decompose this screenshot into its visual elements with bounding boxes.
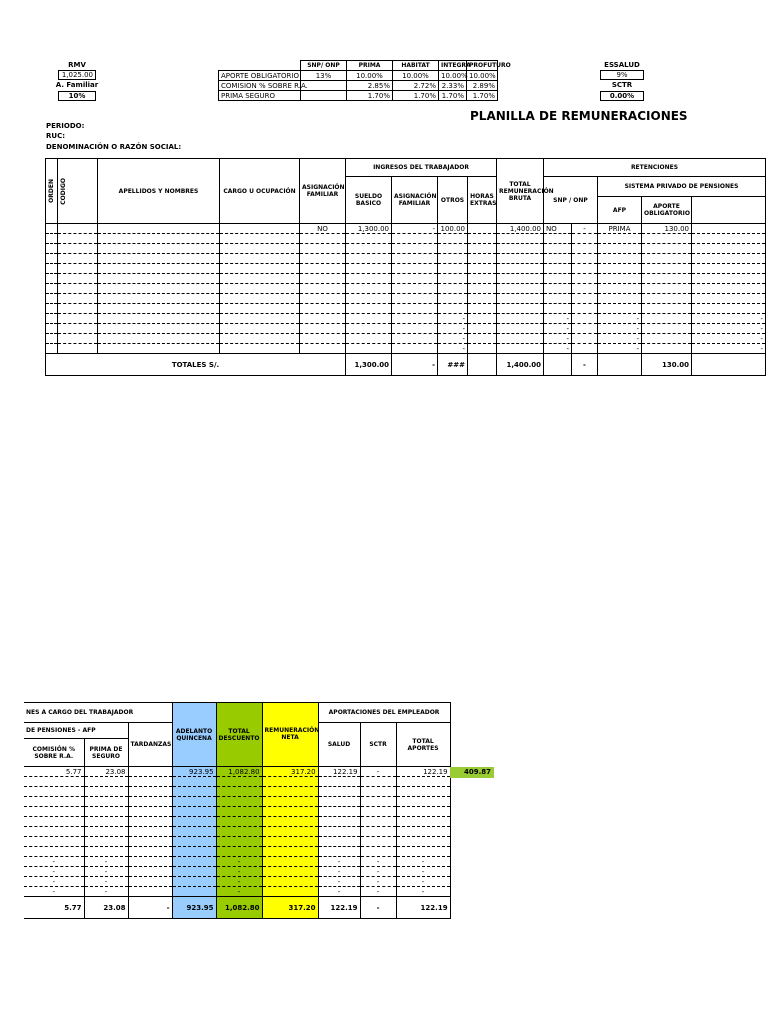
table-row <box>46 254 766 264</box>
cell-remuneracion-neta: 317.20 <box>262 767 318 777</box>
total-snp: - <box>572 354 598 376</box>
header-cargo: CARGO U OCUPACIÓN <box>220 159 300 224</box>
dash-cell: - <box>318 857 360 867</box>
rate-header-habitat: HABITAT <box>393 61 439 71</box>
header-retenciones: RETENCIONES <box>544 159 766 177</box>
rate-cell: 2.33% <box>439 81 467 91</box>
header-tardanzas: TARDANZAS <box>128 723 172 767</box>
dash-cell: - <box>544 324 572 334</box>
header-codigo: CÓDIGO <box>58 159 98 224</box>
dash-cell: - <box>692 314 766 324</box>
header-comision: COMISIÓN % SOBRE R.A. <box>24 739 84 767</box>
rate-cell: 10.00% <box>467 71 498 81</box>
dash-cell: - <box>24 877 84 887</box>
extra-total-cell: 409.87 <box>450 767 494 778</box>
table-row <box>46 244 766 254</box>
dash-cell: - <box>544 314 572 324</box>
table-row <box>24 887 450 897</box>
header-total-descuento: TOTAL DESCUENTO <box>216 703 262 767</box>
table-row <box>24 797 450 807</box>
header-aporte: APORTE OBLIGATORIO <box>642 197 692 224</box>
rate-cell: 1.70% <box>347 91 393 101</box>
rate-cell: 2.89% <box>467 81 498 91</box>
dash-cell: - <box>84 887 128 897</box>
cell-snp: NO <box>544 224 572 234</box>
table-row <box>24 767 450 777</box>
table-row <box>24 847 450 857</box>
rate-header-integra: INTEGRA <box>439 61 467 71</box>
dash-cell: - <box>692 324 766 334</box>
rmv-value: 1,025.00 <box>58 70 96 80</box>
dash-cell: - <box>396 887 450 897</box>
table-row <box>24 857 450 867</box>
table-row <box>46 264 766 274</box>
table-row <box>46 314 766 324</box>
dash-cell: - <box>692 344 766 354</box>
table-row <box>46 304 766 314</box>
rmv-label: RMV <box>68 61 86 69</box>
payroll-table-viewport <box>45 158 763 376</box>
dash-cell: - <box>598 334 642 344</box>
header-sctr: SCTR <box>360 723 396 767</box>
rate-cell: 1.70% <box>439 91 467 101</box>
total-sctr: - <box>360 897 396 919</box>
payroll-table <box>45 158 766 376</box>
cell-asignacion: NO <box>300 224 346 234</box>
table-row <box>24 807 450 817</box>
table-row <box>46 224 766 234</box>
cell-otros: 100.00 <box>438 224 468 234</box>
table-row <box>24 877 450 887</box>
table-row <box>24 867 450 877</box>
rate-cell: 10.00% <box>347 71 393 81</box>
dash-cell: - <box>438 324 468 334</box>
rate-cell: 2.72% <box>393 81 439 91</box>
dash-cell: - <box>318 887 360 897</box>
total-descuento: 1,082.80 <box>216 897 262 919</box>
cell-sctr: - <box>360 767 396 777</box>
header-sueldo: SUELDO BASICO <box>346 177 392 224</box>
total-aporte: 130.00 <box>642 354 692 376</box>
cell-adelanto: 923.95 <box>172 767 216 777</box>
total-asignacion: - <box>392 354 438 376</box>
dash-cell: - <box>598 324 642 334</box>
total-otros: ### <box>438 354 468 376</box>
total-sueldo: 1,300.00 <box>346 354 392 376</box>
rate-cell: 13% <box>301 71 347 81</box>
dash-cell: - <box>84 857 128 867</box>
header-total-bruta: TOTAL REMUNERACIÓN BRUTA <box>497 159 544 224</box>
rate-cell: 1.70% <box>393 91 439 101</box>
rates-table <box>218 60 511 101</box>
total-aportes: 122.19 <box>396 897 450 919</box>
header-remuneracion-neta: REMUNERACIÓN NETA <box>262 703 318 767</box>
total-prima: 23.08 <box>84 897 128 919</box>
table-row <box>24 777 450 787</box>
essalud-label: ESSALUD <box>604 61 640 69</box>
dash-cell: - <box>216 857 262 867</box>
table-row <box>46 284 766 294</box>
dash-cell: - <box>216 877 262 887</box>
rate-header-prima: PRIMA <box>347 61 393 71</box>
familiar-value: 10% <box>58 91 96 101</box>
dash-cell: - <box>396 877 450 887</box>
table-row <box>46 344 766 354</box>
essalud-value: 9% <box>600 70 644 80</box>
dash-cell: - <box>216 867 262 877</box>
dash-cell: - <box>360 877 396 887</box>
dash-cell: - <box>396 857 450 867</box>
table-row <box>24 837 450 847</box>
dash-cell: - <box>24 887 84 897</box>
cell-snp-value: - <box>572 224 598 234</box>
header-aportaciones: APORTACIONES DEL EMPLEADOR <box>318 703 450 723</box>
table-row <box>24 817 450 827</box>
header-retenciones-trabajador: NES A CARGO DEL TRABAJADOR <box>24 703 172 723</box>
cell-afp: PRIMA <box>598 224 642 234</box>
totals-row <box>46 354 766 376</box>
cell-prima: 23.08 <box>84 767 128 777</box>
cell-sueldo: 1,300.00 <box>346 224 392 234</box>
totals-row <box>24 897 450 919</box>
dash-cell: - <box>544 334 572 344</box>
page-title: PLANILLA DE REMUNERACIONES <box>470 109 688 123</box>
table-row <box>46 294 766 304</box>
cell-total-aportes: 122.19 <box>396 767 450 777</box>
header-total-aportes: TOTAL APORTES <box>396 723 450 767</box>
cell-total-bruta: 1,400.00 <box>497 224 544 234</box>
rate-header-profuturo: PROFUTURO <box>467 61 498 71</box>
rate-header-snp: SNP/ ONP <box>301 61 347 71</box>
header-afp: AFP <box>598 197 642 224</box>
dash-cell: - <box>24 867 84 877</box>
table-row <box>24 787 450 797</box>
header-apellidos: APELLIDOS Y NOMBRES <box>98 159 220 224</box>
razon-social-label: DENOMINACIÓN O RAZÓN SOCIAL: <box>46 143 182 151</box>
header-orden: ORDEN <box>46 159 58 224</box>
total-tardanzas: - <box>128 897 172 919</box>
dash-cell: - <box>692 334 766 344</box>
rate-cell: 1.70% <box>467 91 498 101</box>
rate-label: COMISION % SOBRE R.A. <box>219 81 301 91</box>
dash-cell: - <box>318 867 360 877</box>
dash-cell: - <box>438 344 468 354</box>
dash-cell: - <box>438 314 468 324</box>
cell-aporte: 130.00 <box>642 224 692 234</box>
table-row <box>24 827 450 837</box>
deductions-table-viewport <box>26 702 496 920</box>
dash-cell: - <box>438 334 468 344</box>
header-spp-afp: DE PENSIONES - AFP <box>24 723 128 739</box>
header-asignacion: ASIGNACIÓN FAMILIAR <box>300 159 346 224</box>
table-row <box>46 324 766 334</box>
table-row <box>46 234 766 244</box>
totales-label: TOTALES S/. <box>46 354 346 376</box>
dash-cell: - <box>360 887 396 897</box>
dash-cell: - <box>216 887 262 897</box>
cell-total-descuento: 1,082.80 <box>216 767 262 777</box>
header-ingresos: INGRESOS DEL TRABAJADOR <box>346 159 497 177</box>
header-asignacion-familiar: ASIGNACIÓN FAMILIAR <box>392 177 438 224</box>
sctr-value: 0.00% <box>600 91 644 101</box>
table-row <box>46 334 766 344</box>
dash-cell: - <box>84 867 128 877</box>
rate-label: PRIMA SEGURO <box>219 91 301 101</box>
dash-cell: - <box>544 344 572 354</box>
deductions-table <box>24 702 451 919</box>
rate-cell: 10.00% <box>393 71 439 81</box>
header-salud: SALUD <box>318 723 360 767</box>
periodo-label: PERIODO: <box>46 122 85 130</box>
rate-cell: 10.00% <box>439 71 467 81</box>
sctr-label: SCTR <box>611 81 633 89</box>
header-adelanto: ADELANTO QUINCENA <box>172 703 216 767</box>
header-blank <box>692 197 766 224</box>
header-prima-seguro: PRIMA DE SEGURO <box>84 739 128 767</box>
total-adelanto: 923.95 <box>172 897 216 919</box>
dash-cell: - <box>360 857 396 867</box>
total-neta: 317.20 <box>262 897 318 919</box>
dash-cell: - <box>318 877 360 887</box>
total-comision: 5.77 <box>24 897 84 919</box>
rate-label: APORTE OBLIGATORIO <box>219 71 301 81</box>
familiar-label: A. Familiar <box>55 81 99 89</box>
header-snp: SNP / ONP <box>544 177 598 224</box>
dash-cell: - <box>84 877 128 887</box>
ruc-label: RUC: <box>46 132 66 140</box>
cell-asignacion-familiar: - <box>392 224 438 234</box>
total-salud: 122.19 <box>318 897 360 919</box>
header-spp: SISTEMA PRIVADO DE PENSIONES <box>598 177 766 197</box>
rate-cell <box>301 91 347 101</box>
table-row <box>46 274 766 284</box>
dash-cell: - <box>598 344 642 354</box>
dash-cell: - <box>24 857 84 867</box>
rate-cell: 2.85% <box>347 81 393 91</box>
dash-cell: - <box>598 314 642 324</box>
cell-comision: 5.77 <box>24 767 84 777</box>
dash-cell: - <box>396 867 450 877</box>
header-otros: OTROS <box>438 177 468 224</box>
header-horas-extras: HORAS EXTRAS <box>468 177 497 224</box>
cell-salud: 122.19 <box>318 767 360 777</box>
total-bruta: 1,400.00 <box>497 354 544 376</box>
dash-cell: - <box>360 867 396 877</box>
